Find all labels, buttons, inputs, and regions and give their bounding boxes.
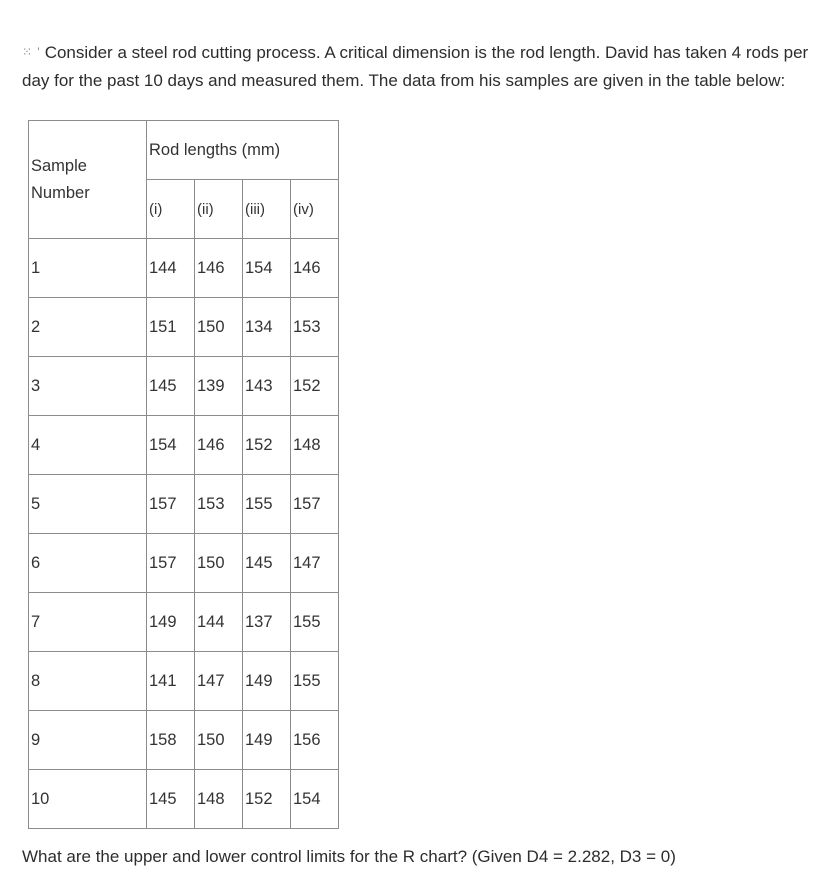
rod-length-cell: 155 (291, 593, 339, 652)
rod-length-cell: 146 (195, 416, 243, 475)
rod-length-cell: 139 (195, 357, 243, 416)
rod-length-cell: 157 (291, 475, 339, 534)
sample-number-cell: 1 (29, 239, 147, 298)
column-header: (i) (147, 180, 195, 239)
table-row (29, 298, 339, 357)
column-header: (iv) (291, 180, 339, 239)
rod-length-cell: 143 (243, 357, 291, 416)
rod-length-cell: 149 (243, 652, 291, 711)
sample-number-cell: 5 (29, 475, 147, 534)
table-row (29, 416, 339, 475)
rod-length-cell: 149 (243, 711, 291, 770)
rod-length-cell: 137 (243, 593, 291, 652)
rod-length-cell: 148 (291, 416, 339, 475)
rod-length-cell: 145 (147, 357, 195, 416)
sample-number-cell: 4 (29, 416, 147, 475)
rod-length-cell: 145 (147, 770, 195, 829)
rod-length-cell: 154 (243, 239, 291, 298)
sample-number-cell: 7 (29, 593, 147, 652)
sample-number-cell: 2 (29, 298, 147, 357)
sample-number-cell: 9 (29, 711, 147, 770)
rod-length-cell: 148 (195, 770, 243, 829)
rod-length-cell: 150 (195, 711, 243, 770)
table-row (29, 534, 339, 593)
question-text: What are the upper and lower control limits for the R chart? (Given D4 = 2.282, D3 = 0) (22, 847, 676, 866)
table-row (29, 239, 339, 298)
sample-number-cell: 10 (29, 770, 147, 829)
rod-length-cell: 150 (195, 298, 243, 357)
sample-number-header: Sample Number (29, 121, 147, 239)
table-row (29, 475, 339, 534)
table-header-row (29, 121, 339, 180)
rod-length-table (28, 120, 339, 829)
rod-length-cell: 150 (195, 534, 243, 593)
rod-length-cell: 157 (147, 475, 195, 534)
rod-length-cell: 141 (147, 652, 195, 711)
rod-length-cell: 147 (195, 652, 243, 711)
table-row (29, 357, 339, 416)
rod-length-cell: 152 (243, 770, 291, 829)
table-row (29, 770, 339, 829)
sample-number-cell: 6 (29, 534, 147, 593)
drag-handle-icon: ⁙ ' (22, 45, 41, 59)
table-row (29, 652, 339, 711)
table-row (29, 711, 339, 770)
rod-length-cell: 153 (291, 298, 339, 357)
column-header: (ii) (195, 180, 243, 239)
rod-length-cell: 157 (147, 534, 195, 593)
table-row (29, 593, 339, 652)
rod-length-cell: 153 (195, 475, 243, 534)
rod-length-cell: 144 (147, 239, 195, 298)
rod-length-cell: 155 (243, 475, 291, 534)
rod-length-cell: 155 (291, 652, 339, 711)
sample-number-cell: 8 (29, 652, 147, 711)
rod-length-cell: 158 (147, 711, 195, 770)
rod-length-cell: 152 (243, 416, 291, 475)
rod-length-cell: 134 (243, 298, 291, 357)
rod-length-cell: 152 (291, 357, 339, 416)
rod-lengths-header: Rod lengths (mm) (147, 121, 339, 180)
rod-length-cell: 145 (243, 534, 291, 593)
column-header: (iii) (243, 180, 291, 239)
problem-statement (22, 39, 812, 94)
sample-number-cell: 3 (29, 357, 147, 416)
rod-length-cell: 147 (291, 534, 339, 593)
rod-length-cell: 144 (195, 593, 243, 652)
rod-length-cell: 146 (195, 239, 243, 298)
rod-length-cell: 156 (291, 711, 339, 770)
rod-length-cell: 154 (291, 770, 339, 829)
rod-length-cell: 154 (147, 416, 195, 475)
problem-text: Consider a steel rod cutting process. A critical dimension is the rod length. David has taken 4 rods per day for the past 10 days and measured them. The data from his samples are given in the table below: (22, 43, 809, 90)
rod-length-cell: 151 (147, 298, 195, 357)
rod-length-cell: 146 (291, 239, 339, 298)
rod-length-cell: 149 (147, 593, 195, 652)
